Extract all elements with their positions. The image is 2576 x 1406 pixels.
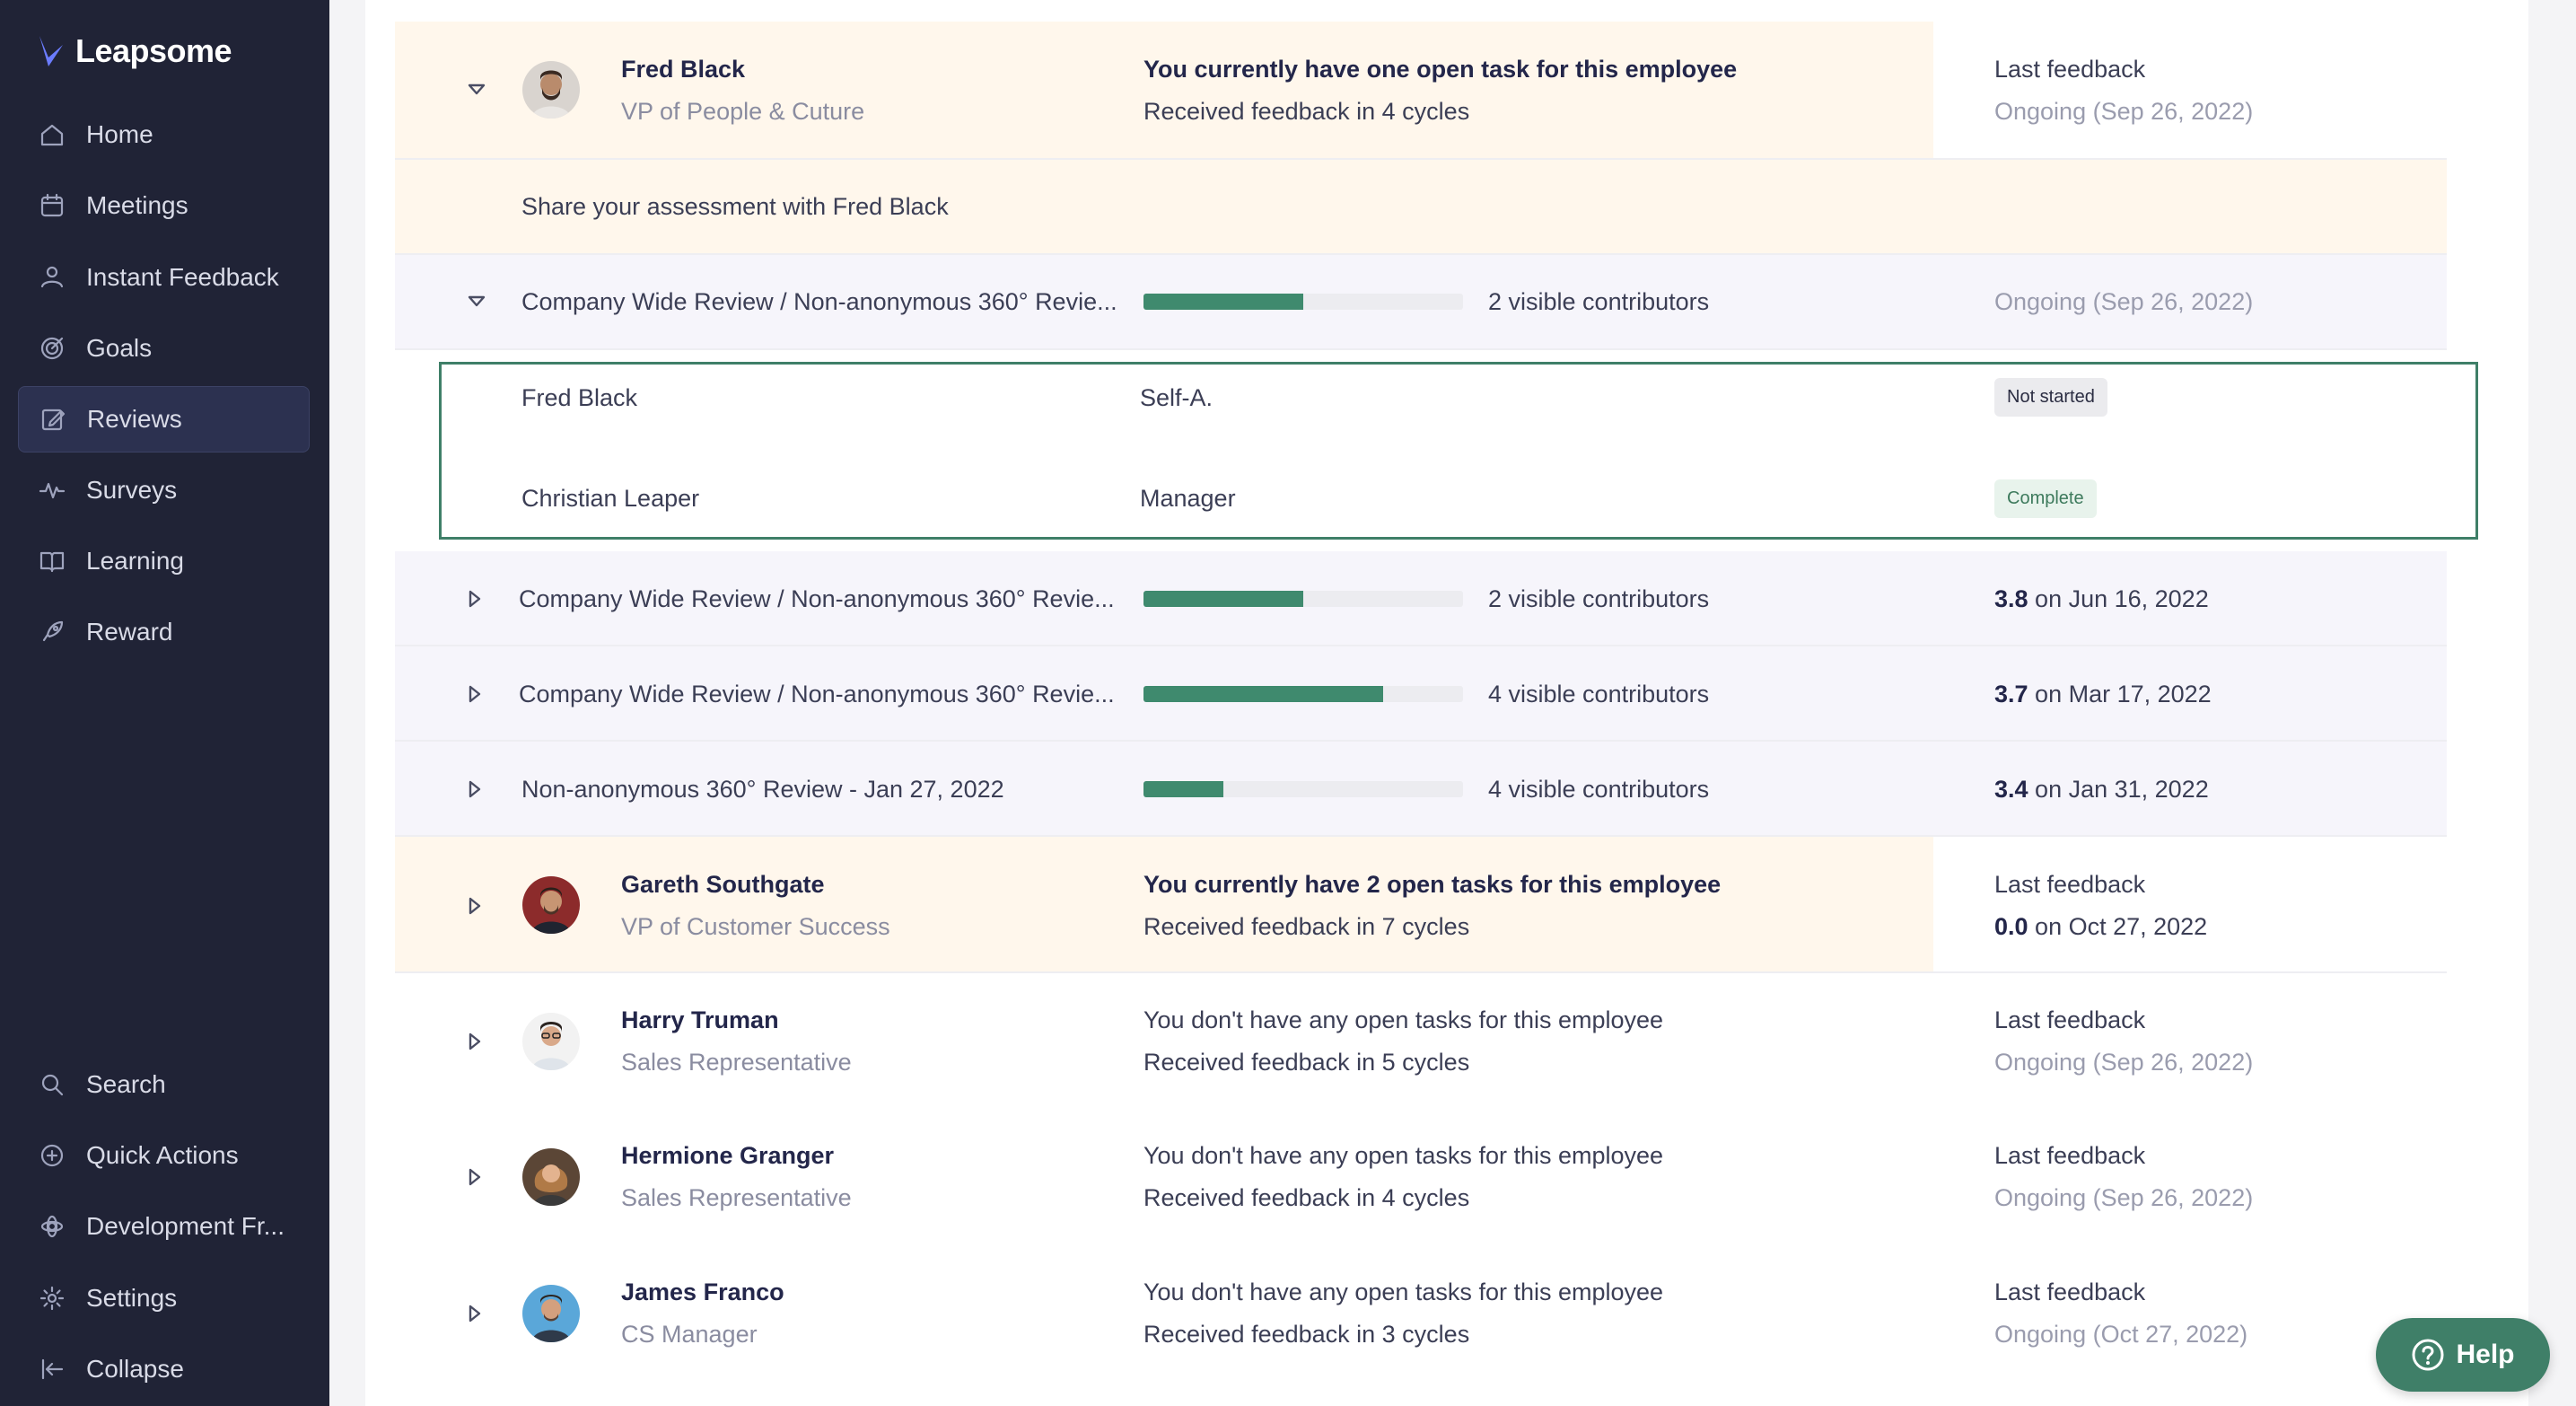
sidebar-item-settings[interactable] [18, 1265, 310, 1331]
score-date: on Mar 17, 2022 [2028, 681, 2212, 707]
sidebar-item-label: Goals [86, 334, 153, 362]
open-tasks-text: You currently have one open task for this employee [1143, 56, 1738, 83]
sidebar [0, 0, 329, 1406]
sidebar-item-instant-feedback[interactable] [18, 244, 310, 311]
cycle-progress-bar [1143, 294, 1463, 310]
employee-name[interactable]: James Franco [621, 1279, 784, 1305]
sidebar-item-label: Quick Actions [86, 1141, 239, 1169]
last-feedback-label: Last feedback [1994, 1279, 2146, 1305]
last-feedback-value: Ongoing (Oct 27, 2022) [1994, 1321, 2248, 1348]
contributors-panel [439, 362, 2478, 540]
last-feedback-label: Last feedback [1994, 1006, 2146, 1033]
last-feedback-value: Ongoing (Sep 26, 2022) [1994, 1049, 2254, 1076]
contributor-name: Christian Leaper [521, 485, 700, 512]
chevron-right-icon[interactable] [465, 589, 485, 609]
learning-icon [38, 547, 66, 576]
last-feedback-label: Last feedback [1994, 871, 2146, 898]
employee-row-fred-black[interactable] [395, 22, 2447, 160]
chevron-right-icon[interactable] [465, 1167, 485, 1187]
open-tasks-text: You don't have any open tasks for this employee [1143, 1142, 1664, 1169]
employee-name[interactable]: Hermione Granger [621, 1142, 835, 1169]
review-cycle-name[interactable]: Non-anonymous 360° Review - Jan 27, 2022 [521, 776, 1004, 803]
sidebar-item-label: Instant Feedback [86, 263, 279, 291]
home-icon [38, 120, 66, 149]
cycle-progress-fill [1143, 686, 1383, 702]
sidebar-item-label: Meetings [86, 191, 188, 219]
sidebar-item-label: Reviews [87, 405, 182, 433]
surveys-icon [38, 476, 66, 505]
sidebar-item-development-framework[interactable] [18, 1193, 310, 1260]
review-cycle-name[interactable]: Company Wide Review / Non-anonymous 360° Revie... [519, 585, 1115, 612]
avatar [522, 61, 580, 119]
brand-name: Leapsome [75, 32, 232, 69]
employee-row-harry-truman[interactable] [395, 973, 2447, 1109]
sidebar-item-label: Search [86, 1070, 166, 1098]
help-label: Help [2456, 1340, 2515, 1369]
employee-row-highlight [395, 837, 1933, 971]
employee-row-james-franco[interactable] [395, 1244, 2447, 1380]
chevron-right-icon[interactable] [465, 1304, 485, 1323]
contributor-role: Manager [1140, 485, 1236, 512]
last-feedback-label: Last feedback [1994, 56, 2146, 83]
sidebar-item-learning[interactable] [18, 528, 310, 594]
visible-contributors: 4 visible contributors [1488, 776, 1710, 803]
cycle-progress-fill [1143, 591, 1303, 607]
employee-title: Sales Representative [621, 1184, 852, 1211]
open-tasks-text: You don't have any open tasks for this employee [1143, 1279, 1664, 1305]
meetings-icon [38, 191, 66, 220]
chevron-right-icon[interactable] [465, 896, 485, 916]
sidebar-item-label: Development Fr... [86, 1212, 285, 1240]
feedback-icon [38, 263, 66, 292]
status-badge: Complete [1994, 479, 2097, 518]
leapsome-logo-icon [36, 34, 66, 68]
review-cycle-name[interactable]: Company Wide Review / Non-anonymous 360° Revie... [519, 681, 1115, 707]
status-badge: Not started [1994, 378, 2107, 417]
last-feedback-value: Ongoing (Sep 26, 2022) [1994, 98, 2254, 125]
open-tasks-text: You don't have any open tasks for this employee [1143, 1006, 1664, 1033]
sidebar-item-reviews[interactable] [18, 386, 310, 453]
cycle-score [1994, 585, 2209, 613]
chevron-right-icon[interactable] [465, 1032, 485, 1051]
sidebar-item-home[interactable] [18, 101, 310, 168]
sidebar-item-surveys[interactable] [18, 457, 310, 523]
cycle-progress-fill [1143, 294, 1303, 310]
sidebar-item-goals[interactable] [18, 315, 310, 382]
score-date: on Oct 27, 2022 [2028, 913, 2208, 940]
score-value: 3.4 [1994, 776, 2028, 803]
sidebar-item-label: Collapse [86, 1355, 184, 1383]
score-date: on Jun 16, 2022 [2028, 585, 2209, 612]
employee-name[interactable]: Harry Truman [621, 1006, 779, 1033]
chevron-right-icon[interactable] [465, 684, 485, 704]
employee-name[interactable]: Gareth Southgate [621, 871, 825, 898]
review-cycle-name[interactable]: Company Wide Review / Non-anonymous 360° Revie... [521, 288, 1117, 315]
sidebar-item-reward[interactable] [18, 599, 310, 665]
sidebar-item-meetings[interactable] [18, 172, 310, 239]
gear-icon [38, 1284, 66, 1313]
visible-contributors: 2 visible contributors [1488, 288, 1710, 315]
cycles-text: Received feedback in 3 cycles [1143, 1321, 1470, 1348]
last-feedback-value: Ongoing (Sep 26, 2022) [1994, 1184, 2254, 1211]
help-button[interactable] [2376, 1318, 2550, 1392]
score-value: 3.7 [1994, 681, 2028, 707]
question-circle-icon [2411, 1338, 2445, 1372]
chevron-down-icon[interactable] [467, 79, 486, 99]
score-value: 3.8 [1994, 585, 2028, 612]
chevron-down-icon[interactable] [467, 291, 486, 311]
search-icon [38, 1070, 66, 1099]
avatar [522, 1285, 580, 1342]
cycles-text: Received feedback in 4 cycles [1143, 98, 1470, 125]
visible-contributors: 2 visible contributors [1488, 585, 1710, 612]
contributor-role: Self-A. [1140, 384, 1214, 411]
reviews-icon [39, 405, 67, 434]
brand-logo[interactable] [36, 32, 232, 70]
employee-name[interactable]: Fred Black [621, 56, 746, 83]
chevron-right-icon[interactable] [465, 779, 485, 799]
cycle-progress-bar [1143, 781, 1463, 797]
contributor-name: Fred Black [521, 384, 638, 411]
employee-row-hermione-granger[interactable] [395, 1109, 2447, 1244]
sidebar-item-label: Reward [86, 618, 173, 646]
share-assessment-link[interactable]: Share your assessment with Fred Black [521, 193, 949, 220]
score-value: 0.0 [1994, 913, 2028, 940]
sidebar-item-label: Home [86, 120, 153, 148]
avatar [522, 1148, 580, 1206]
last-feedback-score [1994, 913, 2207, 941]
cycle-progress-bar [1143, 591, 1463, 607]
cycle-progress-bar [1143, 686, 1463, 702]
collapse-icon [38, 1355, 66, 1384]
cycle-progress-fill [1143, 781, 1223, 797]
open-tasks-text: You currently have 2 open tasks for this employee [1143, 871, 1722, 898]
cycle-score [1994, 776, 2209, 804]
score-date: on Jan 31, 2022 [2028, 776, 2209, 803]
cycles-text: Received feedback in 7 cycles [1143, 913, 1470, 940]
cycles-text: Received feedback in 5 cycles [1143, 1049, 1470, 1076]
reward-icon [38, 618, 66, 646]
goals-icon [38, 334, 66, 363]
sidebar-item-label: Learning [86, 547, 184, 575]
sidebar-item-collapse[interactable] [18, 1336, 310, 1402]
employee-title: Sales Representative [621, 1049, 852, 1076]
sidebar-item-label: Settings [86, 1284, 178, 1312]
framework-icon [38, 1212, 66, 1241]
sidebar-item-label: Surveys [86, 476, 178, 504]
avatar [522, 876, 580, 934]
sidebar-item-quick-actions[interactable] [18, 1122, 310, 1189]
employee-title: VP of Customer Success [621, 913, 890, 940]
avatar [522, 1013, 580, 1070]
employee-title: CS Manager [621, 1321, 758, 1348]
cycles-text: Received feedback in 4 cycles [1143, 1184, 1470, 1211]
cycle-result: Ongoing (Sep 26, 2022) [1994, 288, 2254, 315]
cycle-score [1994, 681, 2212, 708]
plus-circle-icon [38, 1141, 66, 1170]
employee-row-highlight [395, 22, 1933, 158]
employee-title: VP of People & Cuture [621, 98, 865, 125]
visible-contributors: 4 visible contributors [1488, 681, 1710, 707]
last-feedback-label: Last feedback [1994, 1142, 2146, 1169]
employee-row-gareth-southgate[interactable] [395, 837, 2447, 973]
sidebar-item-search[interactable] [18, 1051, 310, 1118]
